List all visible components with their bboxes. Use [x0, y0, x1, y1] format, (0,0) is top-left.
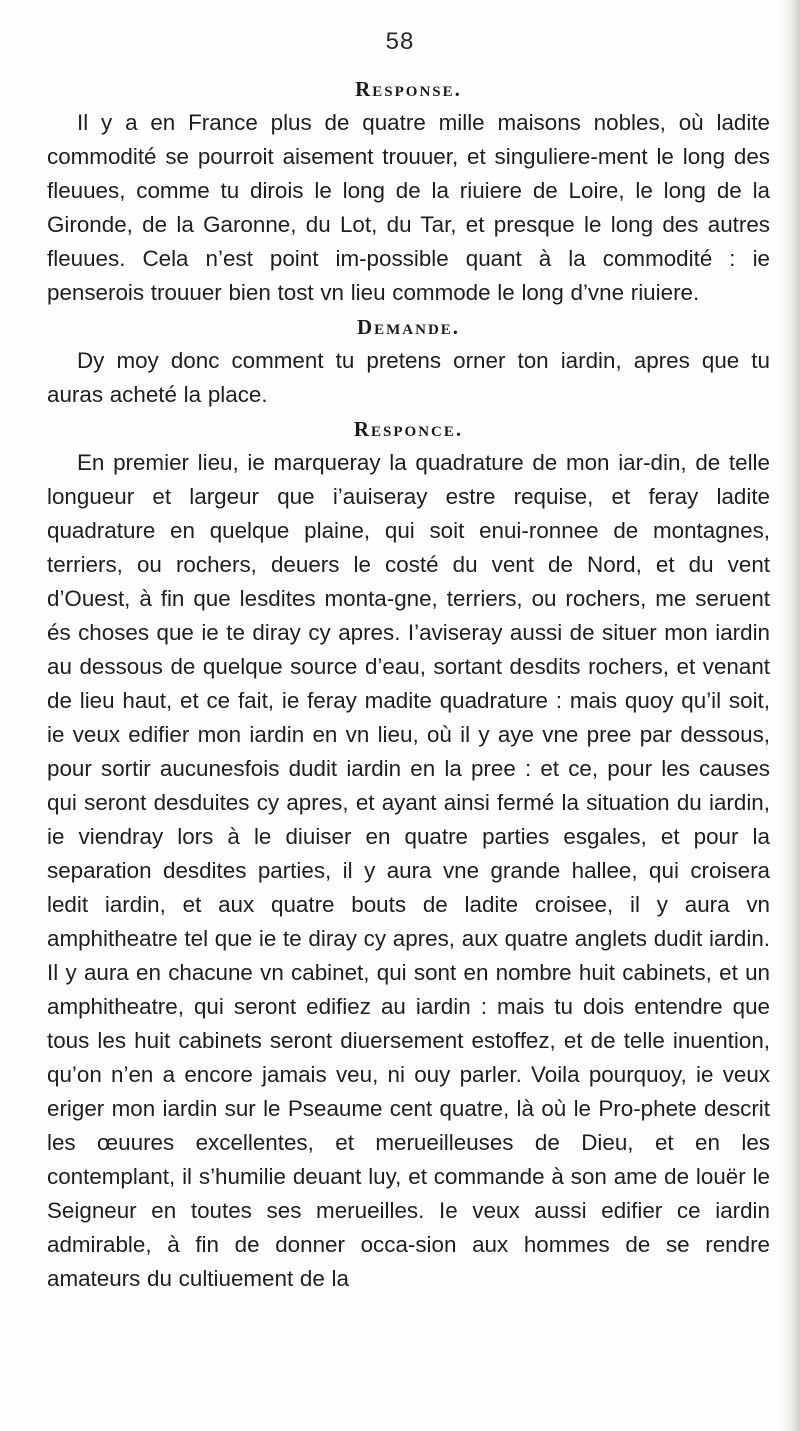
paragraph-response: Il y a en France plus de quatre mille maisons nobles, où ladite commodité se pourroit aisement trouuer, et singuliere-ment le long des fleuues, comme tu dirois le long de la riuiere de Loire, le long de la Gironde, de la Garonne, du Lot, du Tar, et presque le long des autres fleuues. Cela n’est point im-possible quant à la commodité : ie penserois trouuer bien tost vn lieu commode le long d’vne riuiere.: [47, 110, 770, 305]
section-heading-demande: Demande.: [356, 315, 461, 339]
section-heading-response: Response.: [355, 77, 462, 101]
paragraph-responce: En premier lieu, ie marqueray la quadrature de mon iar-din, de telle longueur et largeur que i’auiseray estre requise, et feray ladite quadrature en quelque plaine, qui soit enui-ronnee de montagnes, terriers, ou rochers, deuers le costé du vent de Nord, et du vent d’Ouest, à fin que lesdites monta-gne, terriers, ou rochers, me seruent és choses que ie te diray cy apres. I’aviseray aussi de situer mon iardin au dessous de quelque source d’eau, sortant desdits rochers, et venant de lieu haut, et ce fait, ie feray madite quadrature : mais quoy qu’il soit, ie veux edifier mon iardin en vn lieu, où il y aye vne pree par dessous, pour sortir aucunesfois dudit iardin en la pree : et ce, pour les causes qui seront desduites cy apres, et ayant ainsi fermé la situation du iardin, ie viendray lors à le diuiser en quatre parties esgales, et pour la separation desdites parties, il y aura vne grande hallee, qui croisera ledit iardin, et aux quatre bouts de ladite croisee, il y aura vn amphitheatre tel que ie te diray cy apres, aux quatre anglets dudit iardin. Il y aura en chacune vn cabinet, qui sont en nombre huit cabinets, et un amphitheatre, qui seront edifiez au iardin : mais tu dois entendre que tous les huit cabinets seront diuersement estoffez, et de telle inuention, qu’on n’en a encore jamais veu, ni ouy parler. Voila pourquoy, ie veux eriger mon iardin sur le Pseaume cent quatre, là où le Pro-phete descrit les œuures excellentes, et merueilleuses de Dieu, et en les contemplant, il s’humilie deuant luy, et commande à son ame de louër le Seigneur en toutes ses merueilles. Ie veux aussi edifier ce iardin admirable, à fin de donner occa-sion aux hommes de se rendre amateurs du cultiuement de la: [47, 450, 770, 1291]
section-heading-responce: Responce.: [353, 417, 464, 441]
text-body: [47, 72, 770, 1296]
page-edge-shadow: [778, 0, 800, 1431]
page-number: 58: [385, 28, 415, 55]
paragraph-demande: Dy moy donc comment tu pretens orner ton iardin, apres que tu auras acheté la place.: [47, 348, 770, 407]
